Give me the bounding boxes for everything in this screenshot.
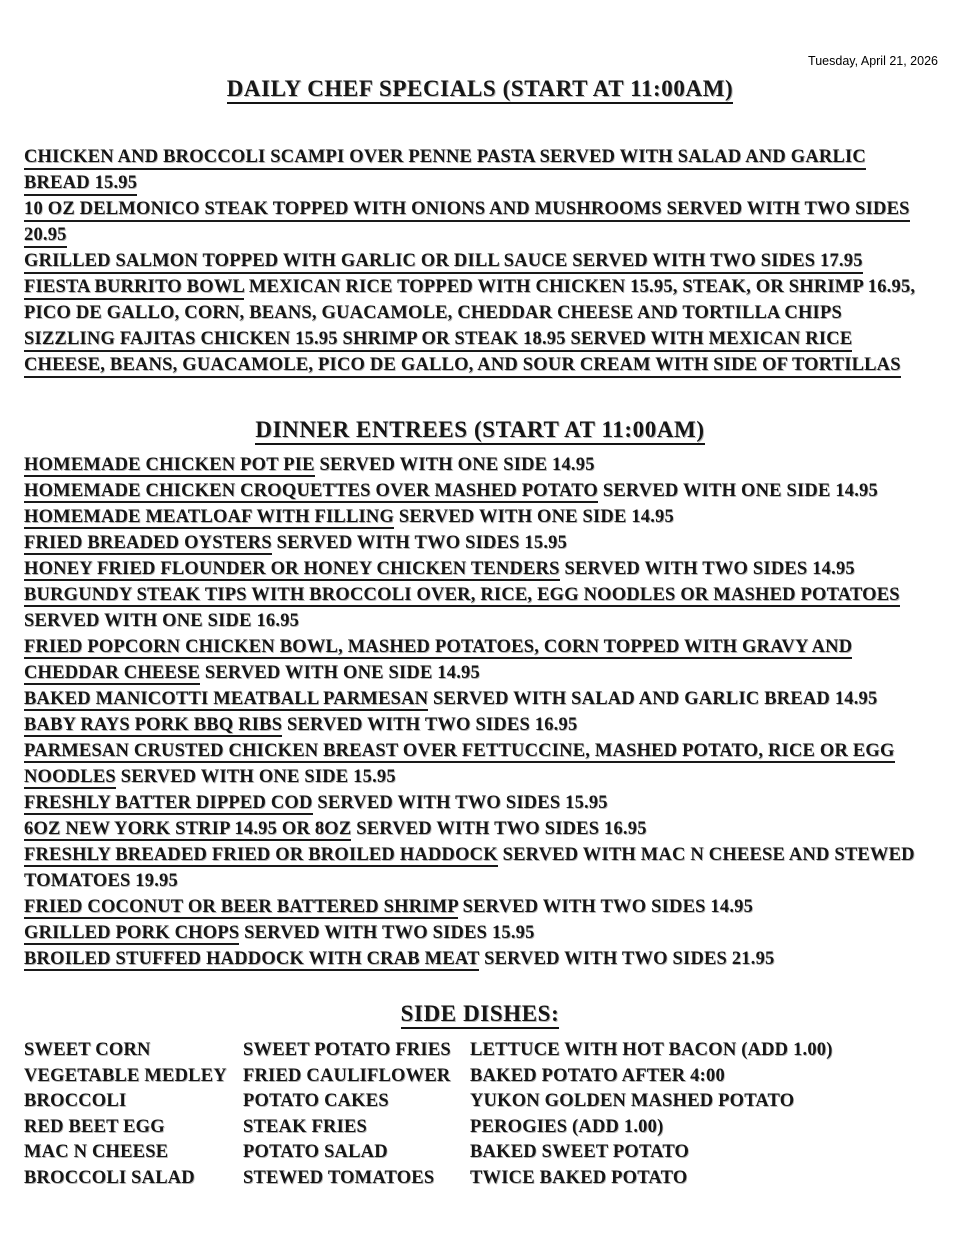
dish-name: PARMESAN CRUSTED CHICKEN BREAST OVER FETTUCCINE, MASHED POTATO, RICE OR EGG NOODLES <box>24 741 895 790</box>
dish-name: GRILLED PORK CHOPS <box>24 923 239 946</box>
dish-name: SIZZLING FAJITAS CHICKEN 15.95 SHRIMP OR STEAK 18.95 SERVED WITH MEXICAN RICE CHEESE, BEANS, GUACAMOLE, PICO DE GALLO, AND SOUR CREAM WITH SIDE OF TORTILLAS <box>24 329 901 378</box>
menu-item <box>24 946 936 972</box>
menu-item <box>24 144 936 196</box>
dish-name: BROILED STUFFED HADDOCK WITH CRAB MEAT <box>24 949 479 972</box>
menu-item <box>24 504 936 530</box>
dish-name: HONEY FRIED FLOUNDER OR HONEY CHICKEN TENDERS <box>24 559 560 582</box>
entrees-section-title-text: DINNER ENTREES (START AT 11:00AM) <box>255 417 704 445</box>
menu-item <box>24 920 936 946</box>
menu-item <box>24 530 936 556</box>
side-dish-item: MAC N CHEESE <box>24 1142 169 1163</box>
side-dish-item: STEWED TOMATOES <box>243 1167 435 1188</box>
dish-detail: SERVED WITH ONE SIDE 14.95 <box>200 662 480 683</box>
sides-section-title <box>24 1001 936 1027</box>
dish-detail: SERVED WITH TWO SIDES 15.95 <box>271 532 568 553</box>
dish-name: BABY RAYS PORK BBQ RIBS <box>24 715 282 738</box>
menu-item <box>24 686 936 712</box>
dish-name: FRIED COCONUT OR BEER BATTERED SHRIMP <box>24 897 458 920</box>
dish-name: BURGUNDY STEAK TIPS WITH BROCCOLI OVER, RICE, EGG NOODLES OR MASHED POTATOES <box>24 585 900 608</box>
dish-name: FRIED POPCORN CHICKEN BOWL, MASHED POTATOES, CORN TOPPED WITH GRAVY AND CHEDDAR CHEESE <box>24 637 852 686</box>
side-dish-item: VEGETABLE MEDLEY <box>24 1065 227 1086</box>
side-dish-item: POTATO CAKES <box>243 1091 389 1112</box>
side-dish-item: TWICE BAKED POTATO <box>470 1167 688 1188</box>
sides-section-title-text: SIDE DISHES: <box>401 1001 560 1029</box>
side-dish-item: BROCCOLI SALAD <box>24 1167 195 1188</box>
dish-detail: SERVED WITH ONE SIDE 16.95 <box>24 610 300 631</box>
entrees-section-title <box>24 417 936 443</box>
specials-section-title <box>24 76 936 102</box>
dish-detail: SERVED WITH TWO SIDES 15.95 <box>239 922 535 943</box>
menu-item <box>24 582 936 634</box>
dish-name: HOMEMADE CHICKEN POT PIE <box>24 455 315 478</box>
menu-item <box>24 478 936 504</box>
menu-item <box>24 712 936 738</box>
dish-name: CHICKEN AND BROCCOLI SCAMPI OVER PENNE PASTA SERVED WITH SALAD AND GARLIC BREAD 15.95 <box>24 147 866 196</box>
dish-detail: SERVED WITH MAC N CHEESE AND STEWED TOMATOES 19.95 <box>24 844 915 891</box>
side-dish-item: BROCCOLI <box>24 1091 127 1112</box>
dish-detail: SERVED WITH TWO SIDES 14.95 <box>559 558 855 579</box>
dish-name: HOMEMADE CHICKEN CROQUETTES OVER MASHED POTATO <box>24 481 598 504</box>
side-dish-item: YUKON GOLDEN MASHED POTATO <box>470 1091 795 1112</box>
menu-item <box>24 196 936 248</box>
dish-detail: SERVED WITH ONE SIDE 15.95 <box>115 766 396 787</box>
menu-item <box>24 634 936 686</box>
dish-name: FRESHLY BATTER DIPPED COD <box>24 793 313 816</box>
menu-item <box>24 738 936 790</box>
menu-item <box>24 894 936 920</box>
dish-detail: SERVED WITH ONE SIDE 14.95 <box>598 480 878 501</box>
specials-list <box>24 144 936 378</box>
dish-detail: SERVED WITH SALAD AND GARLIC BREAD 14.95 <box>428 688 878 709</box>
dish-detail: SERVED WITH TWO SIDES 14.95 <box>457 896 754 917</box>
menu-item <box>24 790 936 816</box>
dish-name: 10 OZ DELMONICO STEAK TOPPED WITH ONIONS AND MUSHROOMS SERVED WITH TWO SIDES 20.95 <box>24 199 910 248</box>
side-dish-item: FRIED CAULIFLOWER <box>243 1065 451 1086</box>
dish-name: FRESHLY BREADED FRIED OR BROILED HADDOCK <box>24 845 498 868</box>
side-dishes-column-3 <box>470 1038 936 1191</box>
dish-detail: SERVED WITH TWO SIDES 15.95 <box>312 792 608 813</box>
side-dishes-columns <box>24 1038 936 1191</box>
dish-name: HOMEMADE MEATLOAF WITH FILLING <box>24 507 394 530</box>
menu-item <box>24 326 936 378</box>
menu-item <box>24 556 936 582</box>
side-dishes-column-2 <box>243 1038 470 1191</box>
dish-detail: MEXICAN RICE TOPPED WITH CHICKEN 15.95, STEAK, OR SHRIMP 16.95, PICO DE GALLO, CORN, BEANS, GUACAMOLE, CHEDDAR CHEESE AND TORTILLA CHIPS <box>24 277 916 324</box>
entrees-list <box>24 452 936 972</box>
side-dish-item: BAKED POTATO AFTER 4:00 <box>470 1065 725 1086</box>
dish-detail: SERVED WITH ONE SIDE 14.95 <box>314 454 595 475</box>
dish-name: GRILLED SALMON TOPPED WITH GARLIC OR DILL SAUCE SERVED WITH TWO SIDES 17.95 <box>24 251 863 274</box>
side-dish-item: SWEET POTATO FRIES <box>243 1040 451 1061</box>
side-dish-item: PEROGIES (ADD 1.00) <box>470 1116 664 1137</box>
side-dish-item: BAKED SWEET POTATO <box>470 1142 690 1163</box>
dish-name: BAKED MANICOTTI MEATBALL PARMESAN <box>24 689 428 712</box>
side-dish-item: LETTUCE WITH HOT BACON (ADD 1.00) <box>470 1040 833 1061</box>
dish-detail: SERVED WITH TWO SIDES 16.95 <box>351 818 647 839</box>
menu-item <box>24 842 936 894</box>
side-dish-item: SWEET CORN <box>24 1040 151 1061</box>
dish-name: FRIED BREADED OYSTERS <box>24 533 272 556</box>
side-dish-item: POTATO SALAD <box>243 1142 388 1163</box>
menu-item <box>24 816 936 842</box>
dish-detail: SERVED WITH ONE SIDE 14.95 <box>394 506 674 527</box>
dish-detail: SERVED WITH TWO SIDES 16.95 <box>282 714 578 735</box>
dish-name: FIESTA BURRITO BOWL <box>24 277 244 300</box>
side-dishes-column-1 <box>24 1038 243 1191</box>
dish-detail: SERVED WITH TWO SIDES 21.95 <box>479 948 775 969</box>
side-dish-item: RED BEET EGG <box>24 1116 165 1137</box>
side-dish-item: STEAK FRIES <box>243 1116 368 1137</box>
document-date: Tuesday, April 21, 2026 <box>808 54 938 68</box>
menu-item <box>24 274 936 326</box>
dish-name: 6OZ NEW YORK STRIP 14.95 OR 8OZ <box>24 819 351 842</box>
menu-item <box>24 452 936 478</box>
specials-section-title-text: DAILY CHEF SPECIALS (START AT 11:00AM) <box>227 76 734 104</box>
menu-item <box>24 248 936 274</box>
